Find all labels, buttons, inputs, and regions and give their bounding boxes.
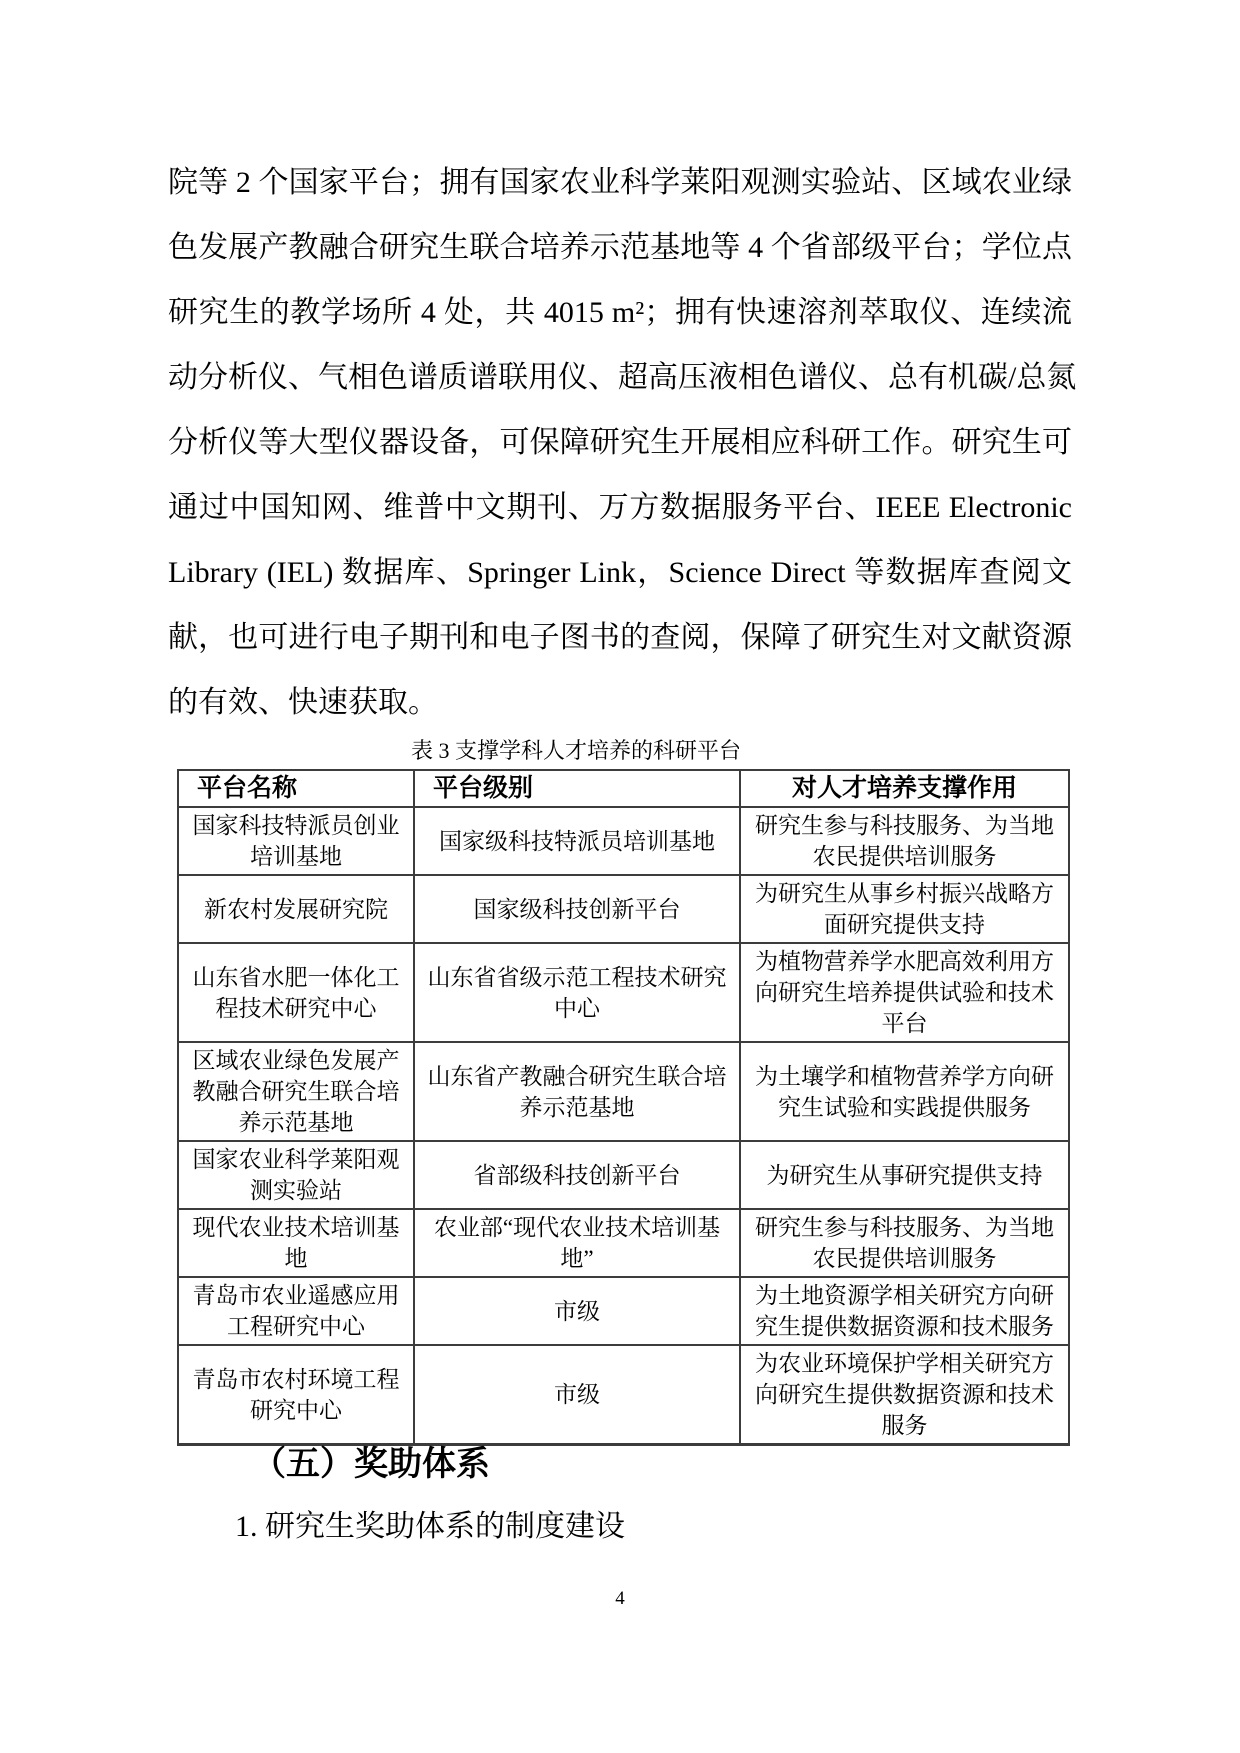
paragraph-line: 的有效、快速获取。 <box>168 686 438 719</box>
cell-platform-name: 山东省水肥一体化工程技术研究中心 <box>178 943 414 1042</box>
table-caption: 表 3 支撑学科人才培养的科研平台 <box>410 738 741 763</box>
column-header-platform-level: 平台级别 <box>414 770 740 807</box>
research-platforms-table <box>177 769 1070 1446</box>
paragraph-line: 分析仪等大型仪器设备，可保障研究生开展相应科研工作。研究生可 <box>168 426 1072 459</box>
cell-platform-level: 省部级科技创新平台 <box>414 1141 740 1209</box>
cell-platform-name: 青岛市农业遥感应用工程研究中心 <box>178 1277 414 1345</box>
cell-platform-level: 山东省产教融合研究生联合培养示范基地 <box>414 1042 740 1141</box>
cell-platform-name: 现代农业技术培训基地 <box>178 1209 414 1277</box>
table-row <box>178 1345 1069 1445</box>
cell-support-role: 为研究生从事研究提供支持 <box>740 1141 1069 1209</box>
table-row <box>178 1209 1069 1277</box>
cell-platform-level: 国家级科技特派员培训基地 <box>414 807 740 875</box>
paragraph-line: 献，也可进行电子期刊和电子图书的查阅，保障了研究生对文献资源 <box>168 621 1072 654</box>
cell-platform-name: 国家农业科学莱阳观测实验站 <box>178 1141 414 1209</box>
section-heading: （五）奖助体系 <box>252 1446 490 1483</box>
cell-platform-name: 青岛市农村环境工程研究中心 <box>178 1345 414 1445</box>
paragraph-line: 研究生的教学场所 4 处，共 4015 m²；拥有快速溶剂萃取仪、连续流 <box>168 296 1072 329</box>
column-header-support-role: 对人才培养支撑作用 <box>740 770 1069 807</box>
column-header-platform-name: 平台名称 <box>178 770 414 807</box>
paragraph-line: 色发展产教融合研究生联合培养示范基地等 4 个省部级平台；学位点 <box>168 231 1072 264</box>
body-paragraph <box>168 150 1077 735</box>
table-row <box>178 875 1069 943</box>
table-row <box>178 807 1069 875</box>
paragraph-line: Library (IEL) 数据库、Springer Link，Science Direct 等数据库查阅文 <box>168 556 1072 589</box>
cell-platform-level: 山东省省级示范工程技术研究中心 <box>414 943 740 1042</box>
table-header-row <box>178 770 1069 807</box>
cell-platform-name: 新农村发展研究院 <box>178 875 414 943</box>
cell-support-role: 为植物营养学水肥高效利用方向研究生培养提供试验和技术平台 <box>740 943 1069 1042</box>
cell-platform-name: 国家科技特派员创业培训基地 <box>178 807 414 875</box>
paragraph-line: 院等 2 个国家平台；拥有国家农业科学莱阳观测实验站、区域农业绿 <box>168 166 1072 199</box>
table-row <box>178 1141 1069 1209</box>
cell-support-role: 研究生参与科技服务、为当地农民提供培训服务 <box>740 1209 1069 1277</box>
table-row <box>178 1277 1069 1345</box>
cell-support-role: 为土地资源学相关研究方向研究生提供数据资源和技术服务 <box>740 1277 1069 1345</box>
cell-support-role: 研究生参与科技服务、为当地农民提供培训服务 <box>740 807 1069 875</box>
page-number: 4 <box>615 1588 625 1609</box>
paragraph-line: 动分析仪、气相色谱质谱联用仪、超高压液相色谱仪、总有机碳/总氮 <box>168 361 1077 394</box>
cell-platform-level: 农业部“现代农业技术培训基地” <box>414 1209 740 1277</box>
table-row <box>178 943 1069 1042</box>
cell-support-role: 为研究生从事乡村振兴战略方面研究提供支持 <box>740 875 1069 943</box>
cell-support-role: 为农业环境保护学相关研究方向研究生提供数据资源和技术服务 <box>740 1345 1069 1445</box>
cell-platform-level: 市级 <box>414 1277 740 1345</box>
cell-platform-name: 区域农业绿色发展产教融合研究生联合培养示范基地 <box>178 1042 414 1141</box>
cell-platform-level: 市级 <box>414 1345 740 1445</box>
table-row <box>178 1042 1069 1141</box>
cell-platform-level: 国家级科技创新平台 <box>414 875 740 943</box>
subsection-heading: 1. 研究生奖助体系的制度建设 <box>235 1510 625 1543</box>
paragraph-line: 通过中国知网、维普中文期刊、万方数据服务平台、IEEE Electronic <box>168 491 1072 524</box>
cell-support-role: 为土壤学和植物营养学方向研究生试验和实践提供服务 <box>740 1042 1069 1141</box>
